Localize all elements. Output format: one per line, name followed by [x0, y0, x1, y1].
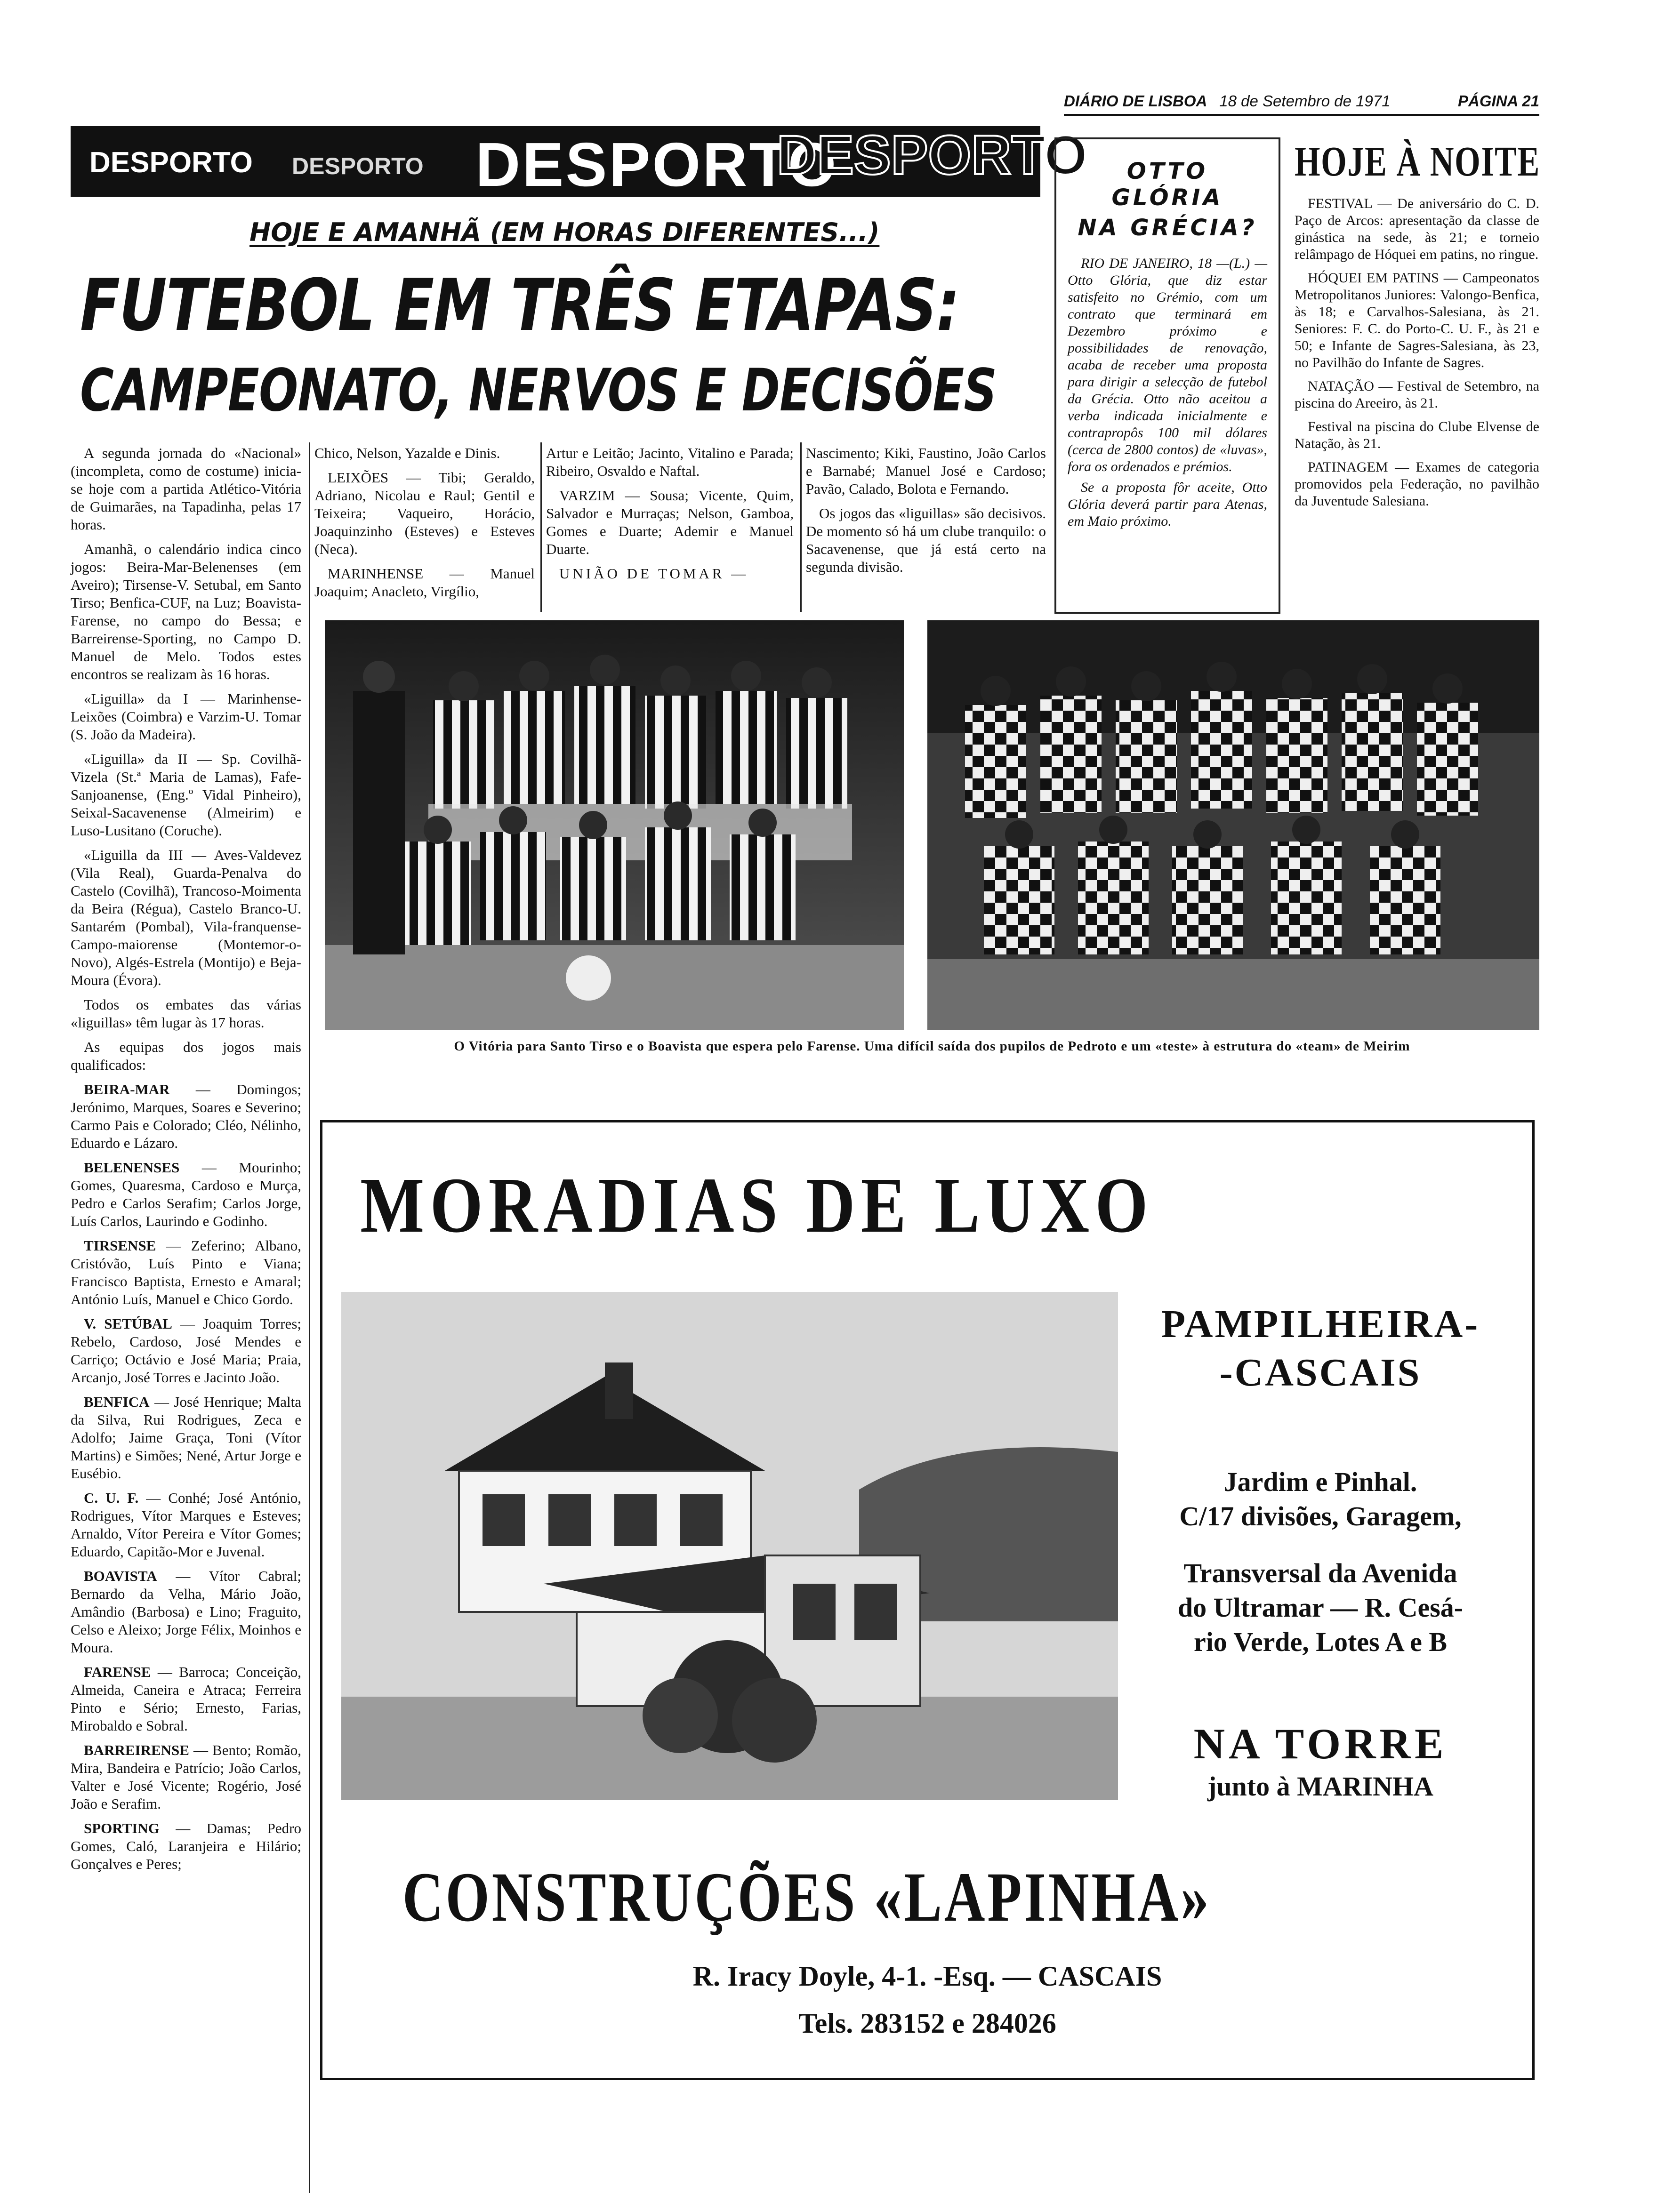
column-rule: [540, 442, 542, 612]
team-players: Domingos; Jerónimo, Marques, Soares e Severino; Carmo Pais e Colorado; Cléo, Nélinho, Eduardo e Lázaro.: [71, 1081, 301, 1151]
col1-p4: «Liguilla» da II — Sp. Covilhã-Vizela (St.ª Maria de Lamas), Fafe-Sanjoanense, (Eng.º Vidal Pinheiro), Seixal-Sacavenense (Almeirim) e Luso-Lusitano (Coruche).: [71, 751, 301, 839]
col1-p6: Todos os embates das várias «liguillas» têm lugar às 17 horas.: [71, 996, 301, 1031]
ad-title: MORADIAS DE LUXO: [360, 1162, 1154, 1249]
team-lineup: [71, 1393, 301, 1483]
article-column-3: [546, 444, 794, 609]
dash-separator: —: [169, 1081, 237, 1098]
team-name: BOAVISTA: [84, 1568, 157, 1584]
col2-p1: Chico, Nelson, Yazalde e Dinis.: [314, 445, 500, 461]
photo-vitoria-team: [325, 620, 904, 1030]
dash-separator: —: [159, 1820, 207, 1836]
dash-separator: —: [157, 1568, 209, 1584]
otto-body-2: Se a proposta fôr aceite, Otto Glória deverá partir para Atenas, em Maio próximo.: [1068, 480, 1267, 529]
col2-p2: LEIXÕES — Tibi; Geraldo, Adriano, Nicolau e Raul; Gentil e Teixeira; Vaqueiro, Horácio, Joaquinzinho (Esteves) e Esteves (Neca).: [314, 469, 535, 557]
col1-p2: Amanhã, o calendário indica cinco jogos: Beira-Mar-Belenenses (em Aveiro); Tirsense-V. Setubal, em Santo Tirso; Benfica-CUF, na Luz; Boavista-Farense, no campo do Bessa; e Barreirense-Sporting, no Campo D. Manuel de Melo. Todos estes encontros se realizam às 16 horas.: [71, 541, 301, 682]
otto-body: RIO DE JANEIRO, 18 —(L.) — Otto Glória, que diz estar satisfeito no Grémio, com um contrato que terminará em Dezembro próximo e possibilidades de renovação, acaba de receber uma proposta para dirigir a selecção de futebol da Grécia. Otto não aceitou a verba indicada inicialmente e contrapropôs 100 mil dólares (cerca de 2800 contos) de «luvas», fora os ordenados e prémios.: [1068, 256, 1267, 474]
team-lineup: [71, 1567, 301, 1657]
hoje-p2: HÓQUEI EM PATINS — Campeonatos Metropolitanos Juniores: Valongo-Benfica, às 18; e Carvalhos-Salesiana, às 21. Seniores: F. C. do Porto-C. U. F., às 21 e 50; e Infante de Sagres-Salesiana, às 23, no Pavilhão do Infante de Sagres.: [1295, 270, 1539, 370]
team-lineup: [71, 1489, 301, 1561]
team-lineup: [71, 1159, 301, 1230]
column-rule: [800, 442, 802, 612]
ad-location-block: [1123, 1301, 1518, 1802]
page-folio: [1064, 92, 1539, 110]
team-name: BARREIRENSE: [84, 1742, 189, 1758]
ad-feature-2: C/17 divisões, Garagem,: [1179, 1501, 1462, 1531]
dash-separator: —: [189, 1742, 213, 1758]
section-banner: [71, 124, 1088, 199]
team-players: Conhé; José António, Rodrigues, Vítor Marques e Esteves; Arnaldo, Vítor Pereira e Vítor Gomes; Eduardo, Capitão-Mor e Juvenal.: [71, 1490, 301, 1560]
hoje-p5: PATINAGEM — Exames de categoria promovidos pela Federação, no pavilhão da Juventude Salesiana.: [1295, 459, 1539, 509]
ad-place-2: -CASCAIS: [1219, 1351, 1422, 1395]
team-players: Damas; Pedro Gomes, Caló, Laranjeira e Hilário; Gonçalves e Peres;: [71, 1820, 301, 1872]
team-lineup: [71, 1315, 301, 1387]
newspaper-name: DIÁRIO DE LISBOA: [1064, 92, 1207, 110]
team-lineup: [71, 1237, 301, 1308]
team-players: Zeferino; Albano, Cristóvão, Luís Pinto e Viana; Francisco Baptista, Ernesto e Amaral; António Luís, Manuel e Chico Gordo.: [71, 1237, 301, 1307]
team-lineup: [71, 1819, 301, 1873]
team-name: TIRSENSE: [84, 1237, 156, 1254]
team-photo-graphic: [927, 620, 1539, 1030]
team-name: BELENENSES: [84, 1159, 180, 1176]
headline-main: FUTEBOL EM TRÊS ETAPAS:: [80, 264, 959, 347]
ad-phones: Tels. 283152 e 284026: [798, 2008, 1056, 2039]
page-number: PÁGINA 21: [1458, 92, 1539, 110]
otto-gloria-box: [1054, 137, 1280, 614]
team-players: José Henrique; Malta da Silva, Rui Rodrigues, Zeca e Adolfo; Jaime Graça, Toni (Vítor Martins) e Simões; Nené, Artur Jorge e Eusébio.: [71, 1394, 302, 1482]
team-name: FARENSE: [84, 1664, 151, 1680]
team-name: V. SETÚBAL: [84, 1315, 172, 1332]
col3-p1: Artur e Leitão; Jacinto, Vitalino e Parada; Ribeiro, Osvaldo e Naftal.: [546, 445, 794, 479]
banner-word-4: DESPORTO: [777, 124, 1088, 186]
team-lineup: [71, 1741, 301, 1813]
photo-caption: O Vitória para Santo Tirso e o Boavista que espera pelo Farense. Uma difícil saída dos pupilos de Pedroto e um «teste» à estrutura do «team» de Meirim: [454, 1039, 1410, 1054]
advertisement-moradias: [320, 1120, 1535, 2080]
banner-word-2: DESPORTO: [292, 153, 424, 179]
ad-location-3: rio Verde, Lotes A e B: [1193, 1627, 1448, 1657]
team-name: SPORTING: [84, 1820, 160, 1836]
dash-separator: —: [156, 1237, 191, 1254]
ad-address: R. Iracy Doyle, 4-1. -Esq. — CASCAIS: [692, 1961, 1162, 1992]
column-rule: [309, 442, 310, 2193]
house-photo-graphic: [341, 1292, 1118, 1800]
hoje-title: HOJE À NOITE: [1295, 138, 1540, 185]
dash-separator: —: [138, 1490, 169, 1506]
col2-p3: MARINHENSE — Manuel Joaquim; Anacleto, Virgílio,: [314, 565, 535, 600]
team-lineup: [71, 1663, 301, 1735]
team-players: Barroca; Conceição, Almeida, Caneira e Atraca; Ferreira Pinto e Sério; Ernesto, Farias, Mirobaldo e Sobral.: [71, 1664, 302, 1734]
ad-company: CONSTRUÇÕES «LAPINHA»: [402, 1858, 1211, 1936]
col4-p1: Nascimento; Kiki, Faustino, João Carlos e Barnabé; Manuel José e Cardoso; Pavão, Calado, Bolota e Fernando.: [806, 445, 1046, 497]
dash-separator: —: [172, 1315, 203, 1332]
hoje-p4: Festival na piscina do Clube Elvense de Natação, às 21.: [1295, 419, 1539, 451]
banner-word-1: DESPORTO: [89, 146, 253, 179]
ad-place-1: PAMPILHEIRA-: [1161, 1302, 1480, 1346]
ad-location-1: Transversal da Avenida: [1183, 1558, 1457, 1588]
dash-separator: —: [179, 1159, 239, 1176]
hoje-p1: FESTIVAL — De aniversário do C. D. Paço de Arcos: apresentação da classe de ginástica na sede, às 21; e torneio relâmpago de Hóquei em patins, no ringue.: [1295, 196, 1539, 262]
team-name: C. U. F.: [84, 1490, 139, 1506]
team-name: BENFICA: [84, 1394, 150, 1410]
article-column-2: [314, 444, 535, 609]
article-column-4: [806, 444, 1046, 609]
ad-location-2: do Ultramar — R. Cesá-: [1177, 1592, 1464, 1623]
team-players: Mourinho; Gomes, Quaresma, Cardoso e Murça, Pedro e Carlos Serafim; Carlos Jorge, Luís Carlos, Laurindo e Godinho.: [71, 1159, 301, 1229]
photo-boavista-team: [927, 620, 1539, 1030]
article-column-1: [71, 444, 301, 2200]
ad-torre: NA TORRE: [1193, 1720, 1448, 1768]
hoje-p3: NATAÇÃO — Festival de Setembro, na piscina do Areeiro, às 21.: [1295, 378, 1539, 411]
hoje-a-noite-section: [1295, 137, 1539, 516]
otto-title-2: NA GRÉCIA?: [1078, 215, 1257, 241]
ad-junto: junto à MARINHA: [1207, 1771, 1434, 1802]
hoje-body: [1295, 195, 1539, 510]
ad-house-photo: [341, 1292, 1118, 1800]
otto-title-1: OTTO GLÓRIA: [1111, 158, 1223, 211]
col1-p3: «Liguilla» da I — Marinhense-Leixões (Coimbra) e Varzim-U. Tomar (S. João da Madeira).: [71, 690, 301, 743]
team-lineups: [71, 1081, 301, 1873]
col3-p2: VARZIM — Sousa; Vicente, Quim, Salvador e Murraças; Nelson, Gamboa, Gomes e Duarte; Ademir e Manuel Duarte.: [546, 487, 794, 557]
col1-p1: A segunda jornada do «Nacional» (incompleta, como de costume) inicia-se hoje com a partida Atlético-Vitória de Guimarães, na Tapadinha, pelas 17 horas.: [71, 445, 301, 533]
col3-p3: UNIÃO DE TOMAR —: [559, 565, 749, 582]
dash-separator: —: [151, 1664, 179, 1680]
col1-p5: «Liguilla da III — Aves-Valdevez (Vila Real), Guarda-Penalva do Castelo (Covilhã), Trancoso-Moimenta da Beira (Régua), Castelo Branco-U. Santarém (Pombal), Vila-franquense-Campo-maiorense (Montemor-o-Novo), Algés-Estrela (Montijo) e Beja-Moura (Évora).: [71, 847, 301, 988]
issue-date: 18 de Setembro de 1971: [1219, 92, 1391, 110]
folio-rule: [1064, 114, 1539, 116]
col1-p7: As equipas dos jogos mais qualificados:: [71, 1039, 301, 1073]
team-players: Joaquim Torres; Rebelo, Cardoso, José Mendes e Carriço; Octávio e José Maria; Praia, Arcanjo, José Torres e Jacinto João.: [71, 1315, 301, 1386]
team-name: BEIRA-MAR: [84, 1081, 170, 1098]
team-photo-graphic: [325, 620, 904, 1030]
dash-separator: —: [149, 1394, 174, 1410]
team-players: Bento; Romão, Mira, Bandeira e Patrício; João Carlos, Valter e José Vicente; Rogério, José João e Serafim.: [71, 1742, 302, 1812]
team-players: Vítor Cabral; Bernardo da Velha, Mário João, Amândio (Barbosa) e Lino; Fraguito, Celso e Aleixo; Jorge Félix, Moinhos e Moura.: [71, 1568, 301, 1656]
col4-p2: Os jogos das «liguillas» são decisivos. De momento só há um clube tranquilo: o Sacavenense, que já está certo na segunda divisão.: [806, 505, 1046, 575]
ad-feature-1: Jardim e Pinhal.: [1223, 1467, 1417, 1497]
banner-word-3: DESPORTO: [475, 130, 838, 199]
headline-sub: CAMPEONATO, NERVOS E DECISÕES: [80, 357, 997, 425]
team-lineup: [71, 1081, 301, 1152]
headline-kicker: HOJE E AMANHÃ (EM HORAS DIFERENTES...): [249, 217, 880, 247]
